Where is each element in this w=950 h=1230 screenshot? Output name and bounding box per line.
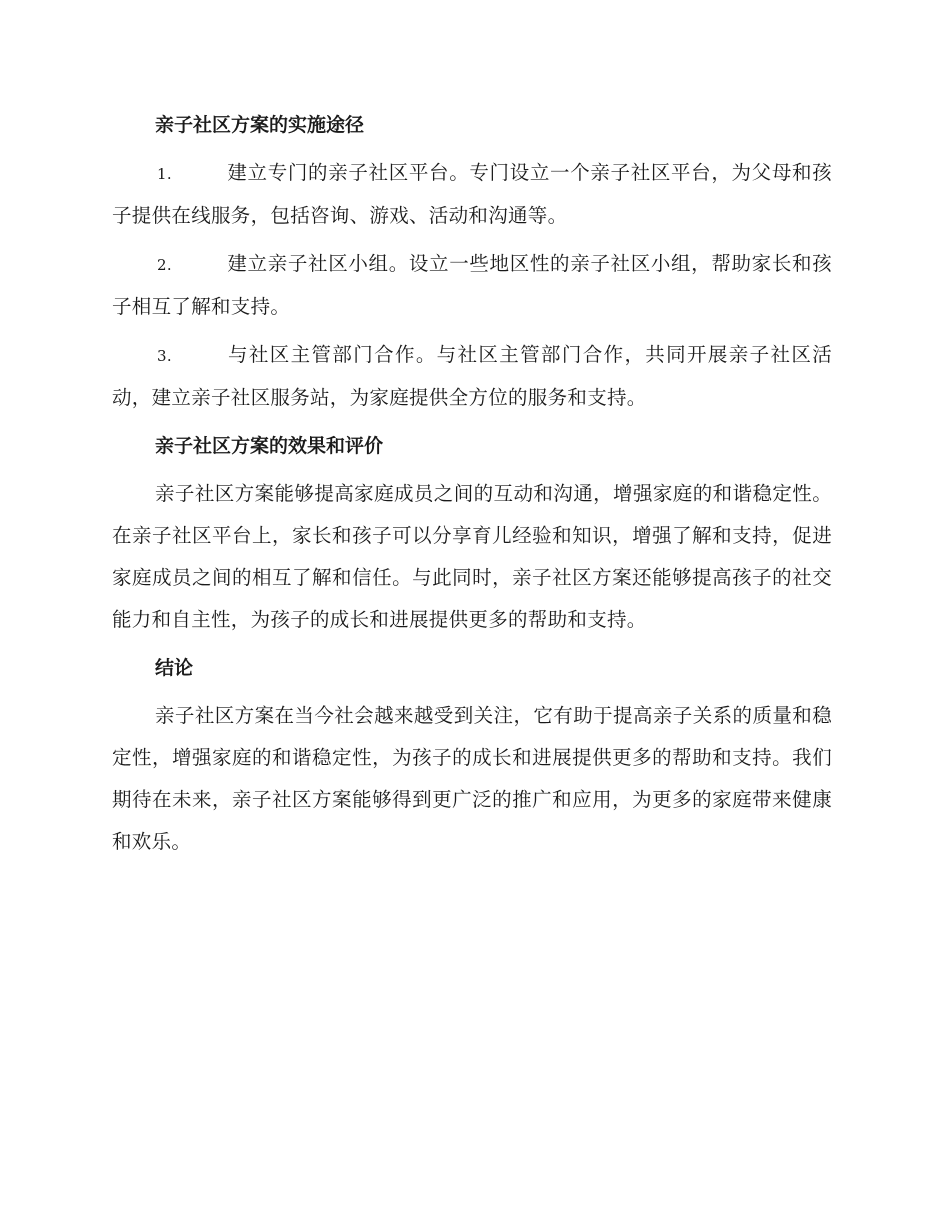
document-page bbox=[112, 104, 832, 869]
list-item bbox=[112, 334, 832, 419]
list-item bbox=[112, 152, 832, 237]
list-item-number: 2. bbox=[157, 256, 172, 274]
list-item-text: 建立专门的亲子社区平台。专门设立一个亲子社区平台，为父母和孩子提供在线服务，包括咨询、游戏、活动和沟通等。 bbox=[112, 161, 832, 227]
list-item-text: 建立亲子社区小组。设立一些地区性的亲子社区小组，帮助家长和孩子相互了解和支持。 bbox=[112, 252, 832, 318]
section-heading-evaluation: 亲子社区方案的效果和评价 bbox=[155, 435, 384, 457]
conclusion-paragraph: 亲子社区方案在当今社会越来越受到关注，它有助于提高亲子关系的质量和稳定性，增强家庭的和谐稳定性，为孩子的成长和进展提供更多的帮助和支持。我们期待在未来，亲子社区方案能够得到更广泛的推广和应用，为更多的家庭带来健康和欢乐。 bbox=[112, 704, 832, 853]
evaluation-paragraph: 亲子社区方案能够提高家庭成员之间的互动和沟通，增强家庭的和谐稳定性。在亲子社区平台上，家长和孩子可以分享育儿经验和知识，增强了解和支持，促进家庭成员之间的相互了解和信任。与此同时，亲子社区方案还能够提高孩子的社交能力和自主性，为孩子的成长和进展提供更多的帮助和支持。 bbox=[112, 482, 832, 631]
section-heading-conclusion: 结论 bbox=[155, 657, 194, 679]
list-item-number: 1. bbox=[157, 165, 172, 183]
list-item-number: 3. bbox=[157, 347, 172, 365]
section-heading-implementation: 亲子社区方案的实施途径 bbox=[155, 114, 365, 136]
list-item bbox=[112, 243, 832, 328]
list-item-text: 与社区主管部门合作。与社区主管部门合作，共同开展亲子社区活动，建立亲子社区服务站，为家庭提供全方位的服务和支持。 bbox=[112, 343, 832, 409]
